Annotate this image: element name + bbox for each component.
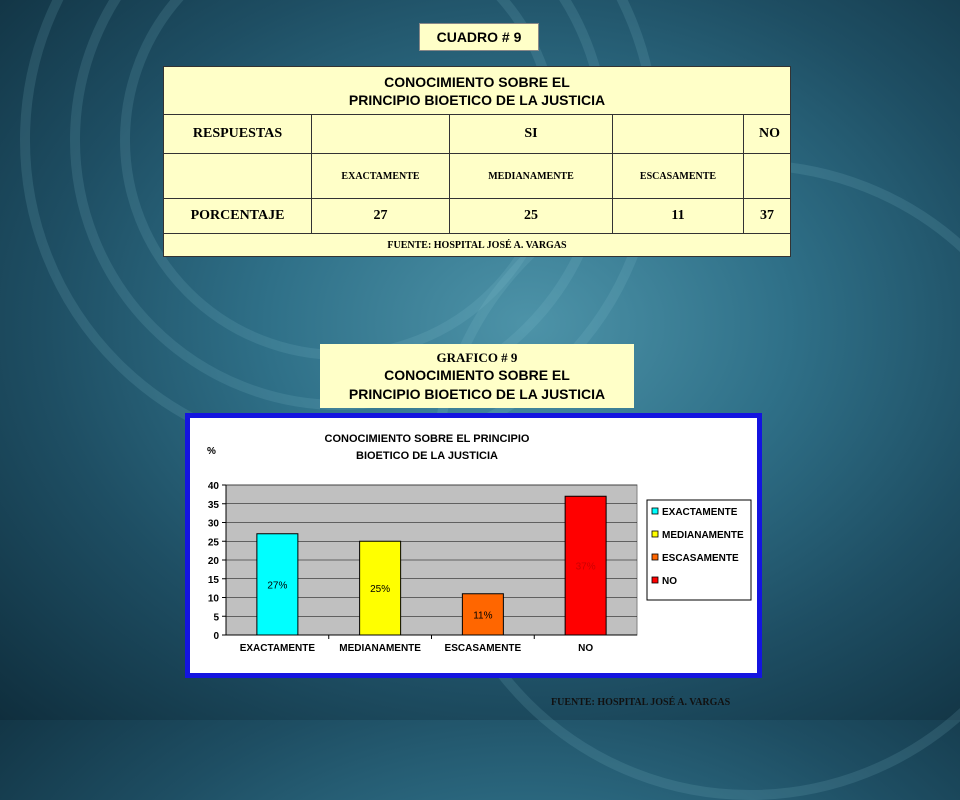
x-tick-label: EXACTAMENTE — [239, 643, 316, 654]
grafico-title-box — [320, 344, 634, 408]
legend-label: NO — [662, 576, 677, 587]
bar-chart — [190, 418, 757, 673]
grafico-title: GRAFICO # 9 — [436, 350, 518, 365]
porcentaje-value: 27 — [312, 199, 450, 234]
y-tick-label: 0 — [213, 631, 219, 642]
subheader-escasamente: ESCASAMENTE — [613, 154, 744, 199]
bar-data-label: 11% — [473, 610, 493, 622]
chart-frame — [185, 413, 762, 678]
table-heading — [164, 67, 791, 115]
chart-area — [190, 418, 757, 673]
legend-swatch — [652, 531, 658, 537]
no-label: NO — [744, 115, 791, 154]
table-row — [164, 234, 791, 257]
porcentaje-value: 11 — [613, 199, 744, 234]
x-tick-label: NO — [578, 643, 594, 654]
data-table — [163, 66, 791, 257]
subheader-exactamente: EXACTAMENTE — [312, 154, 450, 199]
table-row — [164, 115, 791, 154]
porcentaje-label: PORCENTAJE — [164, 199, 312, 234]
legend-swatch — [652, 508, 658, 514]
y-tick-label: 10 — [207, 593, 219, 605]
porcentaje-value: 37 — [744, 199, 791, 234]
grafico-subtitle-line1: CONOCIMIENTO SOBRE EL — [384, 367, 570, 383]
si-label: SI — [450, 115, 613, 154]
table-heading-line2: PRINCIPIO BIOETICO DE LA JUSTICIA — [348, 91, 606, 108]
grafico-subtitle-line2: PRINCIPIO BIOETICO DE LA JUSTICIA — [348, 386, 606, 402]
y-tick-label: 30 — [207, 518, 219, 530]
table-cell — [613, 115, 744, 154]
y-tick-label: 15 — [207, 574, 219, 586]
x-tick-label: MEDIANAMENTE — [339, 643, 421, 654]
legend-label: EXACTAMENTE — [662, 507, 738, 518]
table-cell — [744, 154, 791, 199]
bar-data-label: 27% — [267, 580, 288, 592]
bar-data-label: 25% — [370, 584, 391, 596]
table-cell — [164, 154, 312, 199]
x-tick-label: ESCASAMENTE — [444, 643, 522, 654]
table-row — [164, 199, 791, 234]
subheader-medianamente: MEDIANAMENTE — [450, 154, 613, 199]
y-axis-label: % — [207, 446, 216, 457]
cuadro-title: CUADRO # 9 — [419, 23, 539, 51]
y-tick-label: 35 — [207, 499, 219, 511]
chart-title-line: CONOCIMIENTO SOBRE EL PRINCIPIO — [324, 433, 530, 445]
respuestas-label: RESPUESTAS — [164, 115, 312, 154]
legend-label: ESCASAMENTE — [662, 553, 739, 564]
table-row — [164, 154, 791, 199]
table-cell — [312, 115, 450, 154]
legend-swatch — [652, 577, 658, 583]
bar-data-label: 37% — [575, 561, 596, 573]
chart-source: FUENTE: HOSPITAL JOSÉ A. VARGAS — [551, 697, 731, 708]
legend-label: MEDIANAMENTE — [662, 530, 744, 541]
legend-swatch — [652, 554, 658, 560]
y-tick-label: 20 — [207, 556, 219, 567]
y-tick-label: 25 — [207, 537, 219, 549]
y-tick-label: 40 — [207, 481, 219, 492]
table-heading-line1: CONOCIMIENTO SOBRE EL — [384, 73, 570, 90]
table-source: FUENTE: HOSPITAL JOSÉ A. VARGAS — [164, 234, 791, 257]
porcentaje-value: 25 — [450, 199, 613, 234]
y-tick-label: 5 — [213, 612, 219, 624]
chart-title-line: BIOETICO DE LA JUSTICIA — [356, 450, 498, 462]
